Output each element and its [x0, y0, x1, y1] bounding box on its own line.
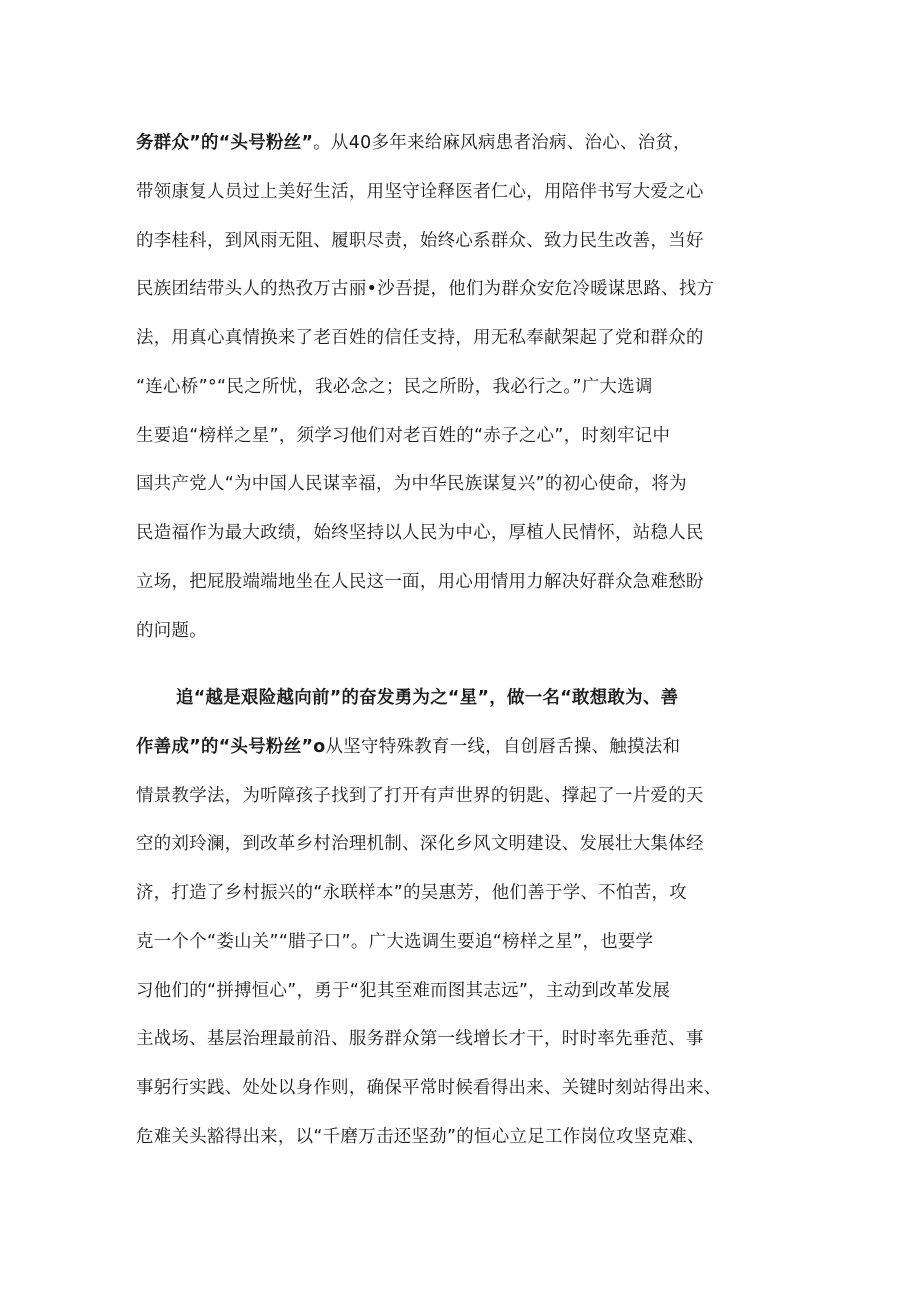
bold-heading-text: 作善成”的“头号粉丝”o — [136, 736, 326, 757]
text-line: 民造福作为最大政绩，始终坚持以人民为中心，厚植人民情怀，站稳人民 — [136, 523, 704, 543]
text-line: 情景教学法，为听障孩子找到了打开有声世界的钥匙、撑起了一片爱的天 — [136, 785, 704, 806]
body-text: 。从40多年来给麻风病患者治病、治心、治贫， — [313, 133, 691, 153]
text-line: 国共产党人“为中国人民谋幸福，为中华民族谋复兴”的初心使命，将为 — [136, 474, 687, 495]
text-line: 法，用真心真情换来了老百姓的信任支持，用无私奉献架起了党和群众的 — [136, 328, 704, 348]
text-line: 生要追“榜样之星”，须学习他们对老百姓的“赤子之心”，时刻牢记中 — [136, 425, 671, 446]
text-line: 危难关头豁得出来，以“千磨万击还坚劲”的恒心立足工作岗位攻坚克难、 — [136, 1126, 705, 1147]
text-line: 带领康复人员过上美好生活，用坚守诠释医者仁心，用陪伴书写大爱之心 — [136, 181, 704, 202]
text-line: 立场，把屁股端端地坐在人民这一面，用心用情用力解决好群众急难愁盼 — [136, 571, 704, 592]
text-line: 事躬行实践、处处以身作则，确保平常时候看得出来、关键时刻站得出来、 — [136, 1078, 722, 1098]
text-line: 民族团结带头人的热孜万古丽•沙吾提，他们为群众安危冷暖谋思路、找方 — [136, 279, 715, 300]
bold-heading-text: 务群众”的“头号粉丝” — [136, 133, 314, 153]
body-text: 从坚守特殊教育一线，自创唇舌操、触摸法和 — [325, 736, 681, 757]
text-line: 习他们的“拼搏恒心”，勇于“犯其至难而图其志远”，主动到改革发展 — [136, 980, 671, 1001]
bold-heading-line: 追“越是艰险越向前”的奋发勇为之“星”，做一名“敢想敢为、善 — [176, 688, 679, 708]
text-line: 济，打造了乡村振兴的“永联样本”的吴惠芳，他们善于学、不怕苦，攻 — [136, 883, 687, 903]
text-line: 空的刘玲澜，到改革乡村治理机制、深化乡风文明建设、发展壮大集体经 — [136, 834, 704, 855]
text-line: “连心桥”°“民之所忧，我必念之；民之所盼，我必行之。”广大选调 — [136, 376, 653, 397]
text-line: 克一个个“娄山关”“腊子口”。广大选调生要追“榜样之星”，也要学 — [136, 931, 654, 952]
text-line: 的李桂科，到风雨无阻、履职尽责，始终心系群众、致力民生改善，当好 — [136, 230, 704, 251]
text-line — [136, 723, 796, 772]
text-line: 主战场、基层治理最前沿、服务群众第一线增长才干，时时率先垂范、事 — [136, 1029, 704, 1050]
paragraph-2 — [136, 674, 796, 1162]
text-line: 的问题。 — [136, 620, 207, 641]
text-line — [136, 119, 796, 168]
paragraph-1 — [136, 119, 796, 655]
